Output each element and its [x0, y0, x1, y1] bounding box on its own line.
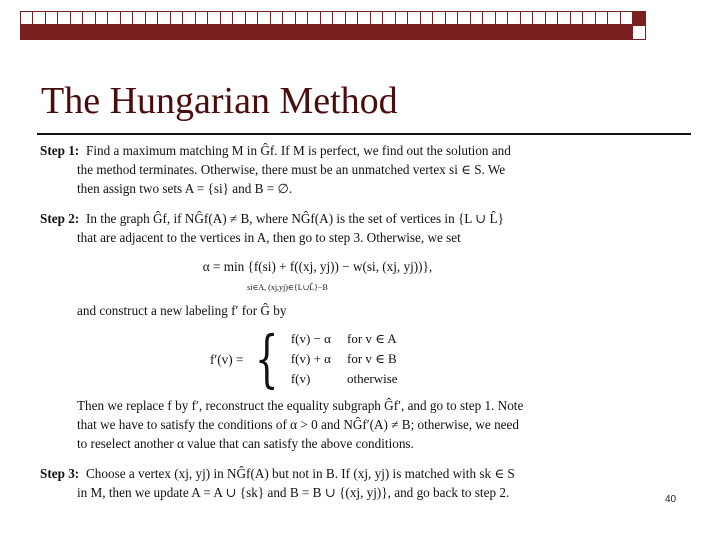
case-2-expr: f(v) + α: [290, 351, 331, 366]
step-1-label: Step 1:: [40, 143, 80, 158]
step-1: [40, 141, 595, 198]
step-2-line-3: and construct a new labeling f′ for Ĝ by: [77, 303, 287, 318]
step-2-line-6: to reselect another α value that can satisfy the above conditions.: [77, 436, 414, 451]
case-3-expr: f(v): [290, 371, 311, 386]
step-2-line-2: that are adjacent to the vertices in A, then go to step 3. Otherwise, we set: [77, 230, 461, 245]
title-divider: [37, 133, 691, 135]
alpha-equation: [40, 257, 595, 297]
step-1-line-3: then assign two sets A = {si} and B = ∅.: [77, 181, 293, 196]
step-2-label: Step 2:: [40, 211, 80, 226]
labeling-cases: [210, 322, 595, 395]
case-row: [291, 329, 414, 349]
step-3: [40, 464, 595, 502]
slide-title: The Hungarian Method: [41, 80, 398, 122]
header-bar-cell: [632, 11, 646, 25]
page-number: 40: [665, 494, 677, 505]
case-row: [291, 349, 414, 369]
case-2-cond: for v ∈ B: [346, 351, 397, 366]
header-bar-cell: [632, 25, 646, 40]
case-1-cond: for v ∈ A: [346, 331, 397, 346]
step-2-line-4: Then we replace f by f′, reconstruct the equality subgraph Ĝf′, and go to step 1. Note: [77, 398, 524, 413]
step-3-line-1: Choose a vertex (xj, yj) in NĜf(A) but not in B. If (xj, yj) is matched with sk ∈ S: [86, 466, 515, 481]
step-2-line-1: In the graph Ĝf, if NĜf(A) ≠ B, where NĜf(A) is the set of vertices in {L ∪ L̂}: [86, 211, 504, 226]
step-3-label: Step 3:: [40, 466, 80, 481]
alpha-equation-subscript: si∈A, (xj,yj)∈{L∪L̂}−B: [247, 283, 328, 292]
step-2-line-5: that we have to satisfy the conditions of α > 0 and NĜf′(A) ≠ B; otherwise, we need: [77, 417, 519, 432]
cases-table: [291, 329, 414, 389]
header-bar-top-row: [21, 11, 711, 25]
step-1-line-2: the method terminates. Otherwise, there must be an unmatched vertex si ∈ S. We: [77, 162, 506, 177]
slide-content: [40, 141, 595, 502]
decorative-header-bar: [21, 11, 711, 41]
step-2: [40, 209, 595, 453]
case-1-expr: f(v) − α: [290, 331, 331, 346]
header-bar-bottom-row: [21, 25, 711, 40]
step-3-line-2: in M, then we update A = A ∪ {sk} and B = B ∪ {(xj, yj)}, and go back to step 2.: [77, 485, 510, 500]
cases-lhs: f′(v) =: [210, 351, 244, 367]
case-3-cond: otherwise: [346, 371, 398, 386]
alpha-equation-text: α = min {f(si) + f((xj, yj)) − w(si, (xj, yj))},: [202, 259, 433, 274]
case-row: [291, 369, 414, 389]
step-1-line-1: Find a maximum matching M in Ĝf. If M is perfect, we find out the solution and: [86, 143, 511, 158]
left-brace-icon: {: [255, 322, 279, 395]
